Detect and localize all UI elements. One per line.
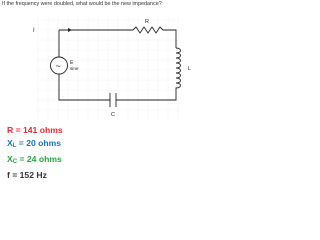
source-symbol: ~ [55, 61, 61, 71]
question-text: If the frequency were doubled, what would be the new impedance? [2, 1, 162, 7]
capacitor-label: C [111, 112, 115, 118]
xc-subscript: C [12, 159, 18, 165]
xc-symbol: X [7, 154, 13, 164]
source-label: E [70, 60, 74, 66]
capacitive-reactance-value [7, 153, 63, 169]
xl-subscript: L [12, 143, 17, 149]
given-values [7, 124, 63, 182]
inductor-coil [176, 48, 181, 90]
source-sub-label: sine [70, 66, 79, 71]
inductor-label: L [188, 66, 192, 72]
xl-symbol: X [7, 138, 13, 148]
xl-text: = 20 ohms [16, 138, 62, 148]
resistor-label: R [145, 19, 149, 25]
frequency-value: f = 152 Hz [7, 170, 47, 180]
current-arrow [60, 28, 72, 32]
xc-text: = 24 ohms [17, 154, 62, 164]
inductive-reactance-value [7, 137, 63, 153]
current-label: I [33, 28, 35, 34]
resistance-value: R = 141 ohms [7, 125, 63, 135]
